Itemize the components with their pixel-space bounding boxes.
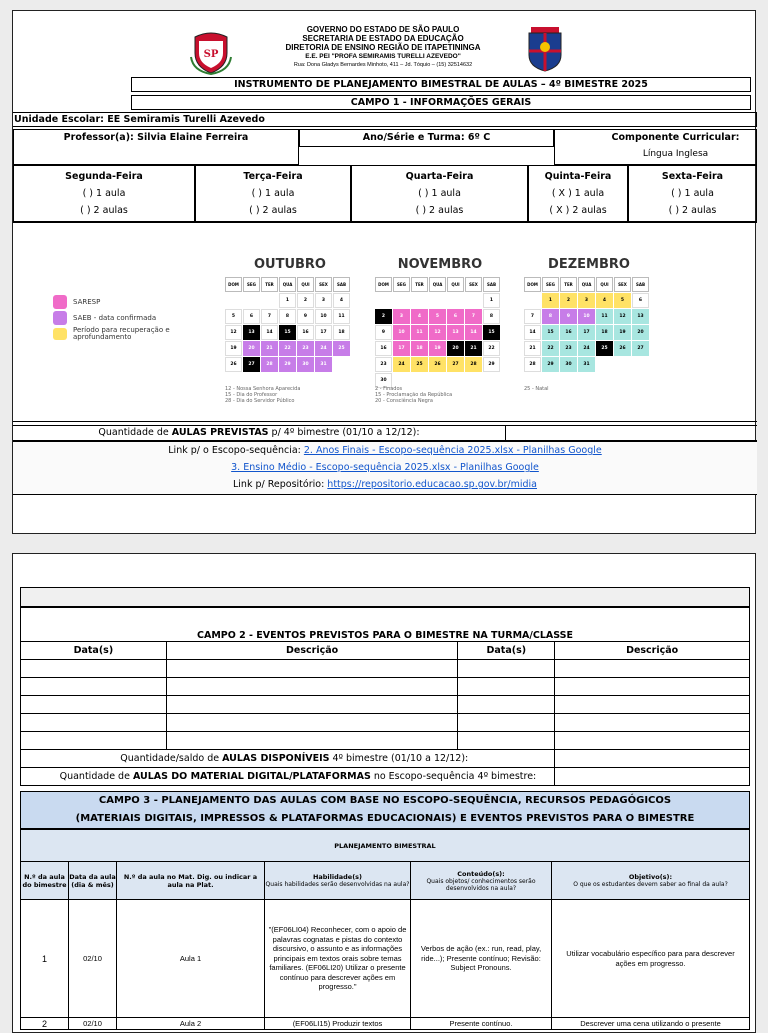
page-1 — [12, 10, 756, 534]
calendar-day: 18 — [411, 341, 428, 356]
mat-suffix: no Escopo-sequência 4º bimestre: — [370, 770, 537, 782]
empty-day — [465, 293, 482, 308]
calendar-day: 4 — [333, 293, 350, 308]
calendar-day: 21 — [465, 341, 482, 356]
calendar-day: 31 — [578, 357, 595, 372]
day-option-1-aula[interactable]: ( ) 1 aula — [418, 188, 461, 199]
month-grid — [524, 277, 649, 372]
calendar-day: 30 — [297, 357, 314, 372]
calendar-day: 17 — [578, 325, 595, 340]
weekday-header: QUI — [297, 277, 314, 292]
calendar-day: 3 — [393, 309, 410, 324]
componente-value: Língua Inglesa — [642, 149, 709, 159]
event-cell[interactable] — [166, 731, 458, 749]
event-row — [21, 695, 750, 713]
mat-bold: AULAS DO MATERIAL DIGITAL/PLATAFORMAS — [132, 770, 371, 782]
day-cell — [628, 165, 757, 222]
calendar-day: 24 — [393, 357, 410, 372]
header-objetivos-label: Objetivo(s): — [628, 873, 673, 881]
calendar-day: 11 — [596, 309, 613, 324]
calendar-day: 15 — [279, 325, 296, 340]
month-grid — [225, 277, 350, 372]
aulas-disponiveis-row — [21, 749, 750, 767]
calendar-day: 27 — [447, 357, 464, 372]
event-cell[interactable] — [555, 713, 750, 731]
componente-label: Componente Curricular: — [611, 132, 740, 143]
day-cell — [528, 165, 628, 222]
header-data-aula: Data da aula (dia & mês) — [69, 862, 117, 900]
calendar-day: 24 — [315, 341, 332, 356]
calendar-day: 11 — [411, 325, 428, 340]
header-conteudos-label: Conteúdo(s): — [457, 869, 505, 878]
campo2-title: CAMPO 2 - EVENTOS PREVISTOS PARA O BIMESTRE NA TURMA/CLASSE — [21, 607, 750, 641]
calendar-day: 14 — [465, 325, 482, 340]
calendar-day: 25 — [411, 357, 428, 372]
disp-bold: AULAS DISPONÍVEIS — [222, 752, 330, 764]
document-header — [13, 19, 757, 81]
day-option-2-aulas[interactable]: ( X ) 2 aulas — [549, 205, 607, 216]
calendar-day: 18 — [596, 325, 613, 340]
calendar-day: 5 — [225, 309, 242, 324]
calendar-day: 7 — [465, 309, 482, 324]
weekday-header: QUA — [279, 277, 296, 292]
calendar-day: 27 — [243, 357, 260, 372]
event-cell[interactable] — [458, 677, 555, 695]
day-option-1-aula[interactable]: ( ) 1 aula — [251, 188, 295, 199]
ano-turma-cell: Ano/Série e Turma: 6º C — [299, 129, 554, 147]
event-cell[interactable] — [21, 713, 167, 731]
calendar-day: 29 — [483, 357, 500, 372]
unidade-escolar: Unidade Escolar: EE Semiramis Turelli Azevedo — [13, 112, 757, 127]
weekday-header: SEG — [243, 277, 260, 292]
day-option-1-aula[interactable]: ( ) 1 aula — [671, 188, 714, 199]
calendar-day: 13 — [632, 309, 649, 324]
weekday-header: SEG — [393, 277, 410, 292]
day-option-2-aulas[interactable]: ( ) 2 aulas — [668, 205, 717, 216]
event-cell[interactable] — [555, 695, 750, 713]
empty-day — [393, 293, 410, 308]
weekday-header: SEG — [542, 277, 559, 292]
col-desc-1: Descrição — [166, 641, 458, 659]
calendar-day: 20 — [632, 325, 649, 340]
aulas-previstas-bold: AULAS PREVISTAS — [171, 427, 269, 438]
month-title: OUTUBRO — [253, 257, 326, 272]
calendar-day: 23 — [375, 357, 392, 372]
row1-n: 1 — [21, 900, 69, 1018]
calendar-day: 29 — [542, 357, 559, 372]
col-data-1: Data(s) — [21, 641, 167, 659]
calendar-day: 4 — [411, 309, 428, 324]
day-name: Segunda-Feira — [65, 171, 143, 182]
row2-n: 2 — [21, 1018, 69, 1030]
calendar-day: 2 — [375, 309, 392, 324]
calendar-day: 16 — [375, 341, 392, 356]
campo3-title-line2: (MATERIAIS DIGITAIS, IMPRESSOS & PLATAFORMAS EDUCACIONAIS) E EVENTOS PREVISTOS PARA O BIMESTRE — [75, 813, 695, 824]
weekday-header: SAB — [483, 277, 500, 292]
planejamento-subtitle: PLANEJAMENTO BIMESTRAL — [21, 830, 750, 862]
legend-saresp — [53, 295, 183, 309]
event-cell[interactable] — [555, 677, 750, 695]
day-option-1-aula[interactable]: ( X ) 1 aula — [551, 188, 605, 199]
calendar-day: 19 — [429, 341, 446, 356]
header-n-aula: N.º da aula do bimestre — [21, 862, 69, 900]
weekday-header: SAB — [632, 277, 649, 292]
calendar-day: 14 — [524, 325, 541, 340]
event-cell[interactable] — [166, 659, 458, 677]
calendar-day: 1 — [483, 293, 500, 308]
event-cell[interactable] — [458, 713, 555, 731]
event-row — [21, 677, 750, 695]
event-cell[interactable] — [458, 731, 555, 749]
event-cell[interactable] — [555, 731, 750, 749]
day-option-2-aulas[interactable]: ( ) 2 aulas — [249, 205, 297, 216]
day-name: Terça-Feira — [243, 171, 303, 182]
row1-conteudo: Verbos de ação (ex.: run, read, play, ride...); Presente contínuo; Revisão: Subject Pronouns. — [411, 900, 552, 1018]
escopo-ensino-medio-line — [13, 459, 757, 476]
month-holiday-notes: 2 - Finados 15 - Proclamação da República 20 - Consciência Negra — [375, 386, 453, 404]
month-title: NOVEMBRO — [397, 257, 483, 272]
weekday-header: TER — [261, 277, 278, 292]
header-line-1: GOVERNO DO ESTADO DE SÃO PAULO — [306, 25, 460, 34]
header-line-2: SECRETARIA DE ESTADO DA EDUCAÇÃO — [302, 34, 464, 43]
header-line-3: DIRETORIA DE ENSINO REGIÃO DE ITAPETININGA — [285, 43, 481, 52]
calendar-day: 25 — [333, 341, 350, 356]
legend-periodo — [53, 327, 183, 341]
sao-paulo-crest-icon — [189, 27, 233, 75]
calendar-day: 10 — [315, 309, 332, 324]
month-holiday-notes: 12 - Nossa Senhora Aparecida 15 - Dia do Professor 28 - Dia do Servidor Público — [225, 386, 301, 404]
empty-day — [225, 293, 242, 308]
event-cell[interactable] — [21, 695, 167, 713]
event-cell[interactable] — [166, 695, 458, 713]
calendar-day: 12 — [614, 309, 631, 324]
calendar-day: 2 — [560, 293, 577, 308]
event-cell[interactable] — [21, 659, 167, 677]
legend-periodo-label: Período para recuperação e aprofundamento — [73, 326, 170, 341]
empty-day — [375, 293, 392, 308]
row1-habilidade: "(EF06LI04) Reconhecer, com o apoio de palavras cognatas e pistas do contexto discursivo, o assunto e as informações principais em textos orais sobre temas familiares. (EF06LI20) Utilizar o presente contínuo para descrever ações em progresso." — [265, 900, 411, 1018]
calendar-day: 12 — [429, 325, 446, 340]
campo1-title: CAMPO 1 - INFORMAÇÕES GERAIS — [131, 95, 751, 110]
aulas-material-value[interactable] — [555, 767, 750, 785]
calendar-day: 9 — [375, 325, 392, 340]
aulas-previstas-row — [13, 425, 757, 441]
col-desc-2: Descrição — [555, 641, 750, 659]
calendar-day: 30 — [560, 357, 577, 372]
weekday-header: QUI — [447, 277, 464, 292]
campo3-table — [20, 829, 750, 1030]
campo2-top-spacer — [20, 587, 750, 606]
row2-habilidade: (EF06LI15) Produzir textos — [265, 1018, 411, 1030]
calendar-day: 26 — [225, 357, 242, 372]
calendar-day: 29 — [279, 357, 296, 372]
saresp-swatch — [53, 295, 67, 309]
header-habilidades-label: Habilidade(s) — [312, 873, 363, 881]
calendar-day: 8 — [483, 309, 500, 324]
escopo-line — [13, 442, 757, 459]
aulas-previstas-text — [13, 426, 506, 440]
row2-objetivo: Descrever uma cena utilizando o presente — [552, 1018, 750, 1030]
calendar-day: 17 — [393, 341, 410, 356]
header-mat-dig: N.º da aula no Mat. Dig. ou indicar a aula na Plat. — [117, 862, 265, 900]
weekday-header: TER — [411, 277, 428, 292]
calendar-day: 1 — [542, 293, 559, 308]
weekday-header: TER — [560, 277, 577, 292]
event-cell[interactable] — [458, 695, 555, 713]
periodo-swatch — [53, 328, 67, 340]
calendar-day: 26 — [429, 357, 446, 372]
calendar-day: 4 — [596, 293, 613, 308]
calendar-day: 1 — [279, 293, 296, 308]
calendar-day: 11 — [333, 309, 350, 324]
calendar-day: 2 — [297, 293, 314, 308]
day-cell — [13, 165, 195, 222]
calendar-day: 30 — [375, 373, 392, 388]
weekday-header: QUA — [578, 277, 595, 292]
legend-saeb-label: SAEB - data confirmada — [73, 314, 157, 322]
calendar-day: 6 — [632, 293, 649, 308]
header-habilidades-sub: Quais habilidades serão desenvolvidas na aula? — [265, 881, 410, 888]
empty-day — [243, 293, 260, 308]
aulas-disponiveis-value[interactable] — [555, 749, 750, 767]
saeb-swatch — [53, 311, 67, 325]
day-cell — [195, 165, 351, 222]
aulas-material-row — [21, 767, 750, 785]
aulas-material-label — [21, 767, 555, 785]
month-grid — [375, 277, 500, 388]
weekday-header: DOM — [225, 277, 242, 292]
disp-prefix: Quantidade/saldo de — [120, 752, 223, 764]
calendar-day: 18 — [333, 325, 350, 340]
day-name: Quinta-Feira — [544, 171, 612, 182]
school-crest-icon — [523, 25, 567, 73]
calendar-day: 27 — [632, 341, 649, 356]
calendar-day: 25 — [596, 341, 613, 356]
calendar-day: 22 — [279, 341, 296, 356]
calendar-day: 3 — [315, 293, 332, 308]
escopo-label: Link p/ o Escopo-sequência: — [168, 445, 304, 456]
calendar-day: 21 — [261, 341, 278, 356]
header-conteudos-sub: Quais objetos/ conhecimentos serão desenvolvidos na aula? — [426, 877, 536, 892]
repositorio-line — [13, 476, 757, 493]
day-option-1-aula[interactable]: ( ) 1 aula — [82, 188, 126, 199]
weekday-header: DOM — [375, 277, 392, 292]
professor-cell: Professor(a): Silvia Elaine Ferreira — [13, 129, 299, 165]
calendar-day: 10 — [578, 309, 595, 324]
header-objetivos-sub: O que os estudantes devem saber ao final da aula? — [573, 881, 728, 888]
event-cell[interactable] — [555, 659, 750, 677]
calendar-day: 8 — [279, 309, 296, 324]
day-option-2-aulas[interactable]: ( ) 2 aulas — [80, 205, 128, 216]
header-line-5: Rua: Dona Gladys Bernardes Minhoto, 411 – Jd. Tóquio – (15) 32514632 — [293, 62, 473, 68]
calendar-day: 5 — [429, 309, 446, 324]
calendar-day: 20 — [447, 341, 464, 356]
disp-suffix: 4º bimestre (01/10 a 12/12): — [329, 752, 469, 764]
calendar-day: 12 — [225, 325, 242, 340]
calendar-day: 19 — [225, 341, 242, 356]
links-block — [13, 441, 757, 495]
aulas-previstas-suffix: p/ 4º bimestre (01/10 a 12/12): — [268, 427, 420, 438]
event-cell[interactable] — [458, 659, 555, 677]
empty-day — [429, 293, 446, 308]
legend-saeb — [53, 311, 183, 325]
row1-data: 02/10 — [69, 900, 117, 1018]
event-cell[interactable] — [166, 713, 458, 731]
weekday-header: SAB — [333, 277, 350, 292]
calendar-day: 22 — [483, 341, 500, 356]
calendar-day: 7 — [524, 309, 541, 324]
weekday-header: SEX — [465, 277, 482, 292]
calendar-day: 15 — [542, 325, 559, 340]
calendar-day: 14 — [261, 325, 278, 340]
calendar-day: 21 — [524, 341, 541, 356]
repositorio-label: Link p/ Repositório: — [233, 479, 328, 490]
instrumento-title: INSTRUMENTO DE PLANEJAMENTO BIMESTRAL DE AULAS – 4º BIMESTRE 2025 — [131, 77, 751, 92]
svg-text:SP: SP — [203, 49, 219, 60]
calendar-day: 6 — [243, 309, 260, 324]
event-cell[interactable] — [166, 677, 458, 695]
calendar-day: 19 — [614, 325, 631, 340]
aulas-previstas-prefix: Quantidade de — [98, 427, 172, 438]
calendar-day: 5 — [614, 293, 631, 308]
calendar-day: 6 — [447, 309, 464, 324]
event-row — [21, 659, 750, 677]
calendar-day: 13 — [243, 325, 260, 340]
empty-day — [447, 293, 464, 308]
header-objetivos — [552, 862, 750, 900]
event-row — [21, 713, 750, 731]
day-option-2-aulas[interactable]: ( ) 2 aulas — [415, 205, 464, 216]
calendar-day: 28 — [524, 357, 541, 372]
day-name: Quarta-Feira — [405, 171, 474, 182]
calendar-day: 20 — [243, 341, 260, 356]
weekday-header: SEX — [315, 277, 332, 292]
calendar-day: 8 — [542, 309, 559, 324]
calendar-day: 23 — [560, 341, 577, 356]
col-data-2: Data(s) — [458, 641, 555, 659]
day-cell — [351, 165, 528, 222]
row1-objetivo: Utilizar vocabulário específico para para descrever ações em progresso. — [552, 900, 750, 1018]
event-row — [21, 731, 750, 749]
calendar-day: 17 — [315, 325, 332, 340]
month-holiday-notes: 25 - Natal — [524, 386, 549, 392]
row2-aula: Aula 2 — [117, 1018, 265, 1030]
weekday-header: QUI — [596, 277, 613, 292]
mat-prefix: Quantidade de — [59, 770, 133, 782]
header-conteudos — [411, 862, 552, 900]
header-text — [263, 25, 503, 69]
header-line-4: E.E. PEI "PROFA SEMIRAMIS TURELLI AZEVEDO" — [305, 53, 461, 60]
componente-cell — [554, 129, 757, 165]
calendar-day: 15 — [483, 325, 500, 340]
row2-conteudo: Presente contínuo. — [411, 1018, 552, 1030]
event-cell[interactable] — [21, 731, 167, 749]
calendar-day: 26 — [614, 341, 631, 356]
campo2-table — [20, 606, 750, 786]
empty-day — [261, 293, 278, 308]
calendar-day: 28 — [465, 357, 482, 372]
month-title: DEZEMBRO — [548, 257, 630, 272]
header-habilidades — [265, 862, 411, 900]
calendar-day: 16 — [560, 325, 577, 340]
empty-day — [411, 293, 428, 308]
legend-saresp-label: SARESP — [73, 298, 101, 306]
escopo-anos-finais-link[interactable]: 2. Anos Finais - Escopo-sequência 2025.xlsx - Planilhas Google — [303, 445, 602, 456]
calendar-day: 23 — [297, 341, 314, 356]
row2-data: 02/10 — [69, 1018, 117, 1030]
empty-day — [524, 293, 541, 308]
calendar-day: 9 — [297, 309, 314, 324]
table-row — [21, 900, 750, 1018]
calendar-day: 24 — [578, 341, 595, 356]
calendar-day: 10 — [393, 325, 410, 340]
aulas-disponiveis-label — [21, 749, 555, 767]
page-2 — [12, 553, 756, 1033]
event-cell[interactable] — [21, 677, 167, 695]
weekday-header: DOM — [524, 277, 541, 292]
escopo-ensino-medio-link[interactable]: 3. Ensino Médio - Escopo-sequência 2025.xlsx - Planilhas Google — [231, 462, 539, 473]
calendar-day: 3 — [578, 293, 595, 308]
campo3-title — [20, 791, 750, 829]
calendar-day: 31 — [315, 357, 332, 372]
weekday-header: QUA — [429, 277, 446, 292]
calendar-day: 28 — [261, 357, 278, 372]
repositorio-link[interactable]: https://repositorio.educacao.sp.gov.br/midia — [327, 479, 537, 490]
campo3-title-line1: CAMPO 3 - PLANEJAMENTO DAS AULAS COM BASE NO ESCOPO-SEQUÊNCIA, RECURSOS PEDAGÓGICOS — [98, 795, 672, 806]
calendar-day: 22 — [542, 341, 559, 356]
calendar-day: 7 — [261, 309, 278, 324]
calendar-day: 9 — [560, 309, 577, 324]
calendar-day: 13 — [447, 325, 464, 340]
day-name: Sexta-Feira — [661, 171, 724, 182]
calendar-day: 16 — [297, 325, 314, 340]
calendar-legend — [53, 295, 183, 343]
weekday-header: SEX — [614, 277, 631, 292]
row1-aula: Aula 1 — [117, 900, 265, 1018]
